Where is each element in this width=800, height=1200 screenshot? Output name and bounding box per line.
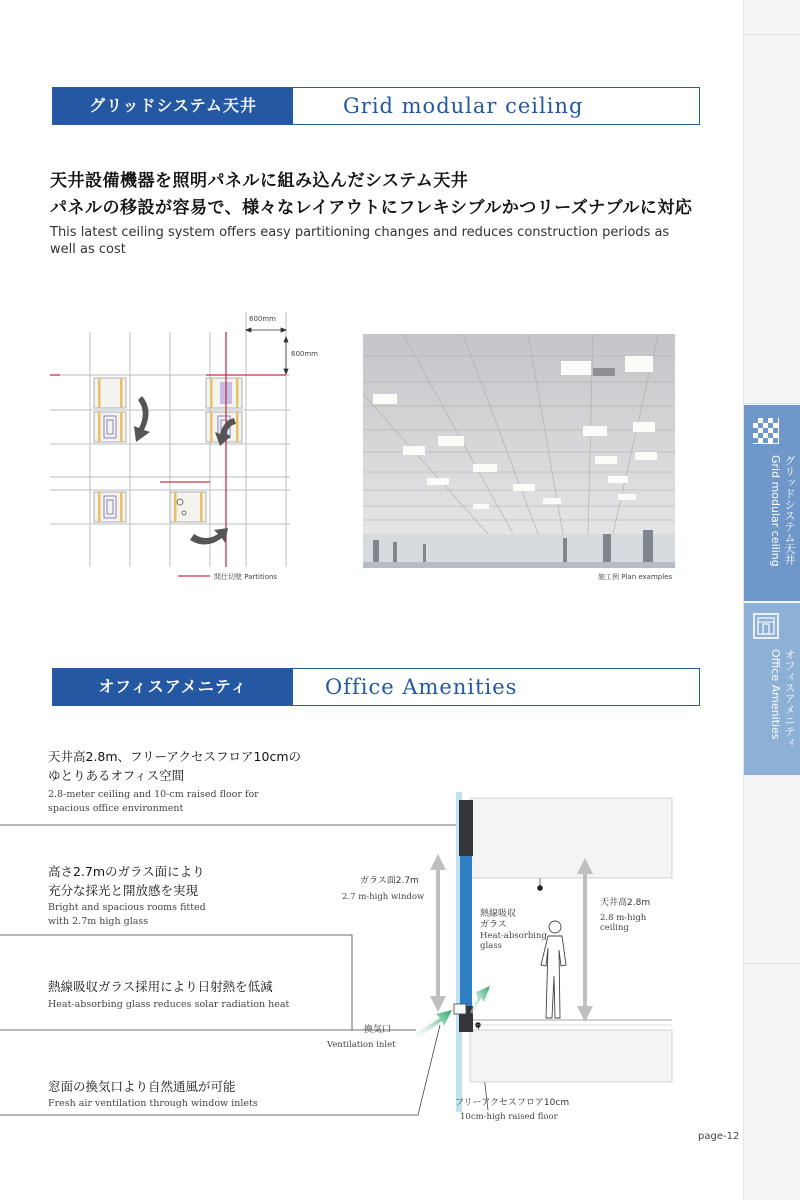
amenity-2-title-line: 高さ2.7mのガラス面により [48, 864, 205, 879]
amenity-3-description: Heat-absorbing glass reduces solar radiation heat [48, 999, 290, 1010]
amenity-4-description: Fresh air ventilation through window inlets [48, 1098, 258, 1109]
intro-text: This latest ceiling system offers easy partitioning changes and reduces construction periods as well as cost [50, 225, 670, 257]
photo-caption-jp: 施工例 [598, 573, 619, 581]
heat-glass-label-en [480, 931, 547, 951]
dimension-label-horizontal: 600mm [249, 315, 276, 323]
partition-legend-jp: 間仕切壁 [214, 573, 242, 581]
amenity-1-title-line: 天井高2.8m、フリーアクセスフロア10cmの [48, 749, 302, 764]
ceiling-photo [363, 334, 675, 568]
amenity-1-description-line: 2.8-meter ceiling and 10-cm raised floor for [48, 789, 259, 800]
section-title-jp: グリッドシステム天井 [53, 88, 293, 124]
sidebar-divider [744, 403, 800, 404]
photo-caption-en: Plan examples [621, 573, 673, 581]
page-number: page-12 [698, 1131, 740, 1142]
heat-glass-label-en-line: Heat-absorbing [480, 931, 547, 941]
office-section-diagram [0, 780, 743, 1140]
room-icon [753, 613, 779, 639]
photo-caption [598, 572, 672, 582]
sidebar-tab-jp: グリッドシステム天井 [783, 455, 796, 565]
ceiling-height-label-en [600, 913, 646, 933]
section-header-office-amenities [52, 668, 700, 706]
partition-legend-en: Partitions [244, 573, 278, 581]
glass-height-label-en: 2.7 m-high window [342, 892, 425, 902]
vent-label-en: Ventilation inlet [327, 1040, 396, 1050]
sidebar-divider [744, 963, 800, 964]
checkerboard-icon [753, 418, 779, 444]
sidebar-tab-en: Grid modular ceiling [769, 455, 782, 567]
sidebar-tab-grid-ceiling[interactable] [744, 405, 800, 601]
ceiling-height-label-en-line: ceiling [600, 923, 629, 933]
ceiling-height-label-en-line: 2.8 m-high [600, 913, 647, 923]
dimension-label-vertical: 600mm [291, 350, 318, 358]
vent-label-jp: 換気口 [364, 1025, 392, 1035]
heat-glass-label-jp-line: 熱線吸収 [480, 909, 517, 919]
amenity-1-description-line: spacious office environment [48, 803, 184, 814]
section-title-jp: オフィスアメニティ [53, 669, 293, 705]
headline-line-1: 天井設備機器を照明パネルに組み込んだシステム天井 [50, 171, 469, 191]
partition-legend [214, 572, 277, 582]
sidebar-tab-text [750, 455, 796, 567]
section-sidebar [743, 0, 800, 1200]
amenity-2-description-line: Bright and spacious rooms fitted [48, 902, 206, 913]
amenity-4-title: 窓面の換気口より自然通風が可能 [48, 1079, 236, 1094]
sidebar-tab-office-amenities[interactable] [744, 603, 800, 775]
glass-height-label-jp: ガラス面2.7m [360, 876, 419, 886]
sidebar-tab-text [750, 649, 796, 748]
heat-glass-label-jp [480, 909, 516, 931]
sidebar-divider [744, 34, 800, 35]
amenity-1-title-line: ゆとりあるオフィス空間 [48, 768, 185, 783]
raised-floor-label-en: 10cm-high raised floor [460, 1112, 558, 1122]
heat-glass-label-jp-line: ガラス [480, 920, 507, 930]
heat-glass-label-en-line: glass [480, 941, 502, 951]
sidebar-tab-jp: オフィスアメニティ [783, 649, 796, 748]
section-title-en: Grid modular ceiling [343, 94, 584, 118]
ceiling-height-label-jp: 天井高2.8m [600, 898, 651, 908]
amenity-3-title: 熱線吸収ガラス採用により日射熱を低減 [48, 979, 273, 994]
amenity-2-title-line: 充分な採光と開放感を実現 [48, 883, 199, 898]
raised-floor-label-jp: フリーアクセスフロア10cm [455, 1098, 570, 1108]
sidebar-tab-en: Office Amenities [769, 649, 782, 740]
section-title-en: Office Amenities [325, 675, 518, 699]
amenity-2-description-line: with 2.7m high glass [48, 916, 149, 927]
section-header-grid-ceiling [52, 87, 700, 125]
headline-line-2: パネルの移設が容易で、様々なレイアウトにフレキシブルかつリーズナブルに対応 [50, 198, 693, 218]
